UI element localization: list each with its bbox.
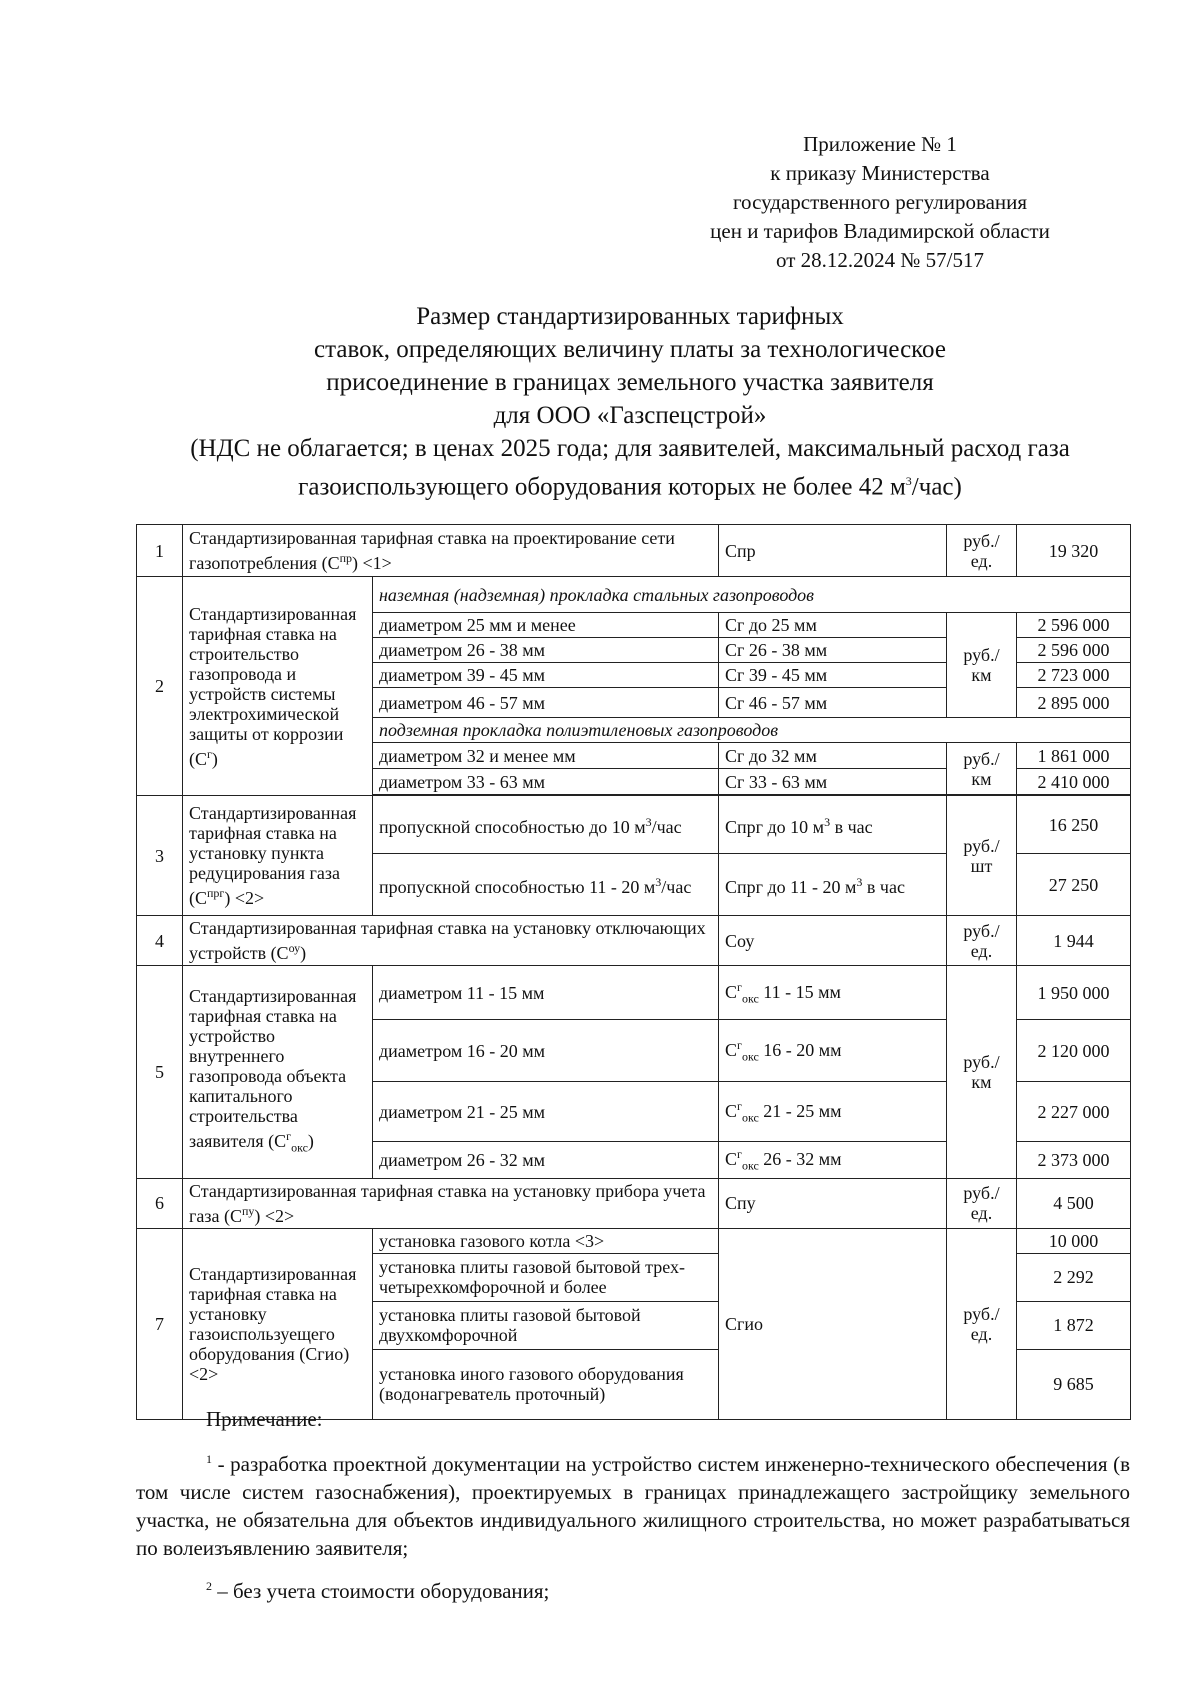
- rate-code-text: Спрг до 11 - 20 м: [725, 877, 857, 897]
- rate-name: [183, 525, 719, 577]
- rate-desc: [373, 796, 719, 854]
- rate-code-text: Спрг до 10 м: [725, 817, 825, 837]
- rate-code-text: С: [725, 1149, 738, 1169]
- row-number: 1: [137, 525, 183, 577]
- footnote-mark: 1: [206, 1452, 212, 1466]
- table-row: [137, 1228, 1131, 1253]
- rate-name-sup: оу: [288, 941, 301, 955]
- footnote-1: [136, 1445, 1130, 1562]
- rate-value: 1 950 000: [1017, 966, 1131, 1020]
- rate-desc-text: пропускной способностью до 10 м: [379, 817, 646, 837]
- rate-code: [719, 1082, 947, 1142]
- rate-value: 19 320: [1017, 525, 1131, 577]
- notes-heading: Примечание:: [206, 1407, 323, 1431]
- row-number: 4: [137, 916, 183, 966]
- rate-value: 2 596 000: [1017, 638, 1131, 663]
- table-row: [137, 525, 1131, 577]
- rate-value: 1 872: [1017, 1301, 1131, 1349]
- rate-desc-text: /час: [651, 817, 682, 837]
- table-row: [137, 966, 1131, 1020]
- rate-desc: диаметром 26 - 32 мм: [373, 1142, 719, 1179]
- rate-desc: диаметром 39 - 45 мм: [373, 663, 719, 688]
- row-number: 6: [137, 1178, 183, 1228]
- rate-code-sub: окс: [741, 1110, 759, 1125]
- rate-desc: диаметром 21 - 25 мм: [373, 1082, 719, 1142]
- rate-value: 16 250: [1017, 796, 1131, 854]
- rate-desc-text: /час: [661, 877, 692, 897]
- rate-value: 27 250: [1017, 854, 1131, 916]
- rate-name-sup: г: [207, 746, 212, 761]
- appendix-line: Приложение № 1: [803, 132, 957, 156]
- unit: руб./ км: [947, 743, 1017, 795]
- notes: [136, 1405, 1130, 1615]
- rate-name: [183, 577, 373, 796]
- rate-value: 2 227 000: [1017, 1082, 1131, 1142]
- title-line: [130, 465, 1130, 503]
- unit: руб./ км: [947, 613, 1017, 718]
- rate-desc: диаметром 26 - 38 мм: [373, 638, 719, 663]
- unit: руб./ ед.: [947, 916, 1017, 966]
- appendix-line: к приказу Министерства: [770, 161, 990, 185]
- rate-code: [719, 966, 947, 1020]
- rate-code-sub: окс: [741, 991, 759, 1006]
- footnote-mark: 2: [206, 1579, 212, 1593]
- rate-value: 1 944: [1017, 916, 1131, 966]
- unit: руб./ ед.: [947, 525, 1017, 577]
- rate-name-text: ): [211, 748, 218, 769]
- rate-desc: установка иного газового оборудования (водонагреватель проточный): [373, 1349, 719, 1419]
- rate-name: [183, 1178, 719, 1228]
- title-line: для ООО «Газспецстрой»: [493, 402, 767, 429]
- rate-value: 1 861 000: [1017, 743, 1131, 769]
- rate-value: 2 410 000: [1017, 769, 1131, 795]
- rate-code: Спу: [719, 1178, 947, 1228]
- rate-desc: диаметром 25 мм и менее: [373, 613, 719, 638]
- rate-name-text: ) <2>: [224, 888, 265, 908]
- title-text: газоиспользующего оборудования которых не более 42 м: [298, 473, 906, 501]
- table-row: [137, 1178, 1131, 1228]
- rate-code-text: 21 - 25 мм: [758, 1100, 842, 1121]
- title-line: Размер стандартизированных тарифных: [416, 303, 844, 330]
- title-sup: 3: [905, 474, 912, 488]
- appendix-header: [650, 130, 1110, 275]
- rate-name-sup: прг: [207, 886, 225, 900]
- rate-desc: диаметром 32 и менее мм: [373, 743, 719, 769]
- rate-desc: диаметром 11 - 15 мм: [373, 966, 719, 1020]
- rate-code: Соу: [719, 916, 947, 966]
- rate-code: Сг 33 - 63 мм: [719, 769, 947, 795]
- rate-name-text: Стандартизированная тарифная ставка на установку прибора учета газа (С: [189, 1180, 706, 1226]
- rate-value: 4 500: [1017, 1178, 1131, 1228]
- rate-name-text: Стандартизированная тарифная ставка на проектирование сети газопотребления (С: [189, 528, 675, 573]
- rate-name-text: ): [307, 1131, 314, 1151]
- section-header: наземная (надземная) прокладка стальных газопроводов: [373, 577, 1131, 613]
- rate-code-sub: окс: [741, 1158, 759, 1173]
- section-header: подземная прокладка полиэтиленовых газопроводов: [373, 718, 1131, 743]
- rate-name-text: Стандартизированная тарифная ставка на строительство газопровода и устройств системы электрохимической защиты от коррозии (С: [189, 603, 357, 769]
- unit: руб./ ед.: [947, 1178, 1017, 1228]
- rate-name: [183, 796, 373, 916]
- rate-code-sup: г: [737, 1147, 742, 1161]
- rate-value: 2 596 000: [1017, 613, 1131, 638]
- rate-value: 2 292: [1017, 1253, 1131, 1301]
- rate-name-text: Стандартизированная тарифная ставка на установку пункта редуцирования газа (С: [189, 803, 357, 908]
- rate-desc: [373, 854, 719, 916]
- rate-name-sup: пу: [241, 1203, 255, 1218]
- title-text: /час): [911, 473, 962, 501]
- rate-code: Сгио: [719, 1228, 947, 1419]
- rate-name-text: ): [300, 943, 307, 963]
- rate-code-text: в час: [830, 817, 873, 837]
- rate-name-text: ) <2>: [254, 1205, 295, 1226]
- rate-name: [183, 966, 373, 1179]
- rate-code: Спр: [719, 525, 947, 577]
- rate-name-sup: пр: [339, 551, 352, 565]
- rate-code-sup: 3: [856, 875, 863, 889]
- footnote-text: - разработка проектной документации на устройство систем инженерно-технического обеспечения (в том числе систем газоснабжения), проектируемых в границах принадлежащего застройщику земельного участка, не обязательна для объектов индивидуального жилищного строительства, но может разрабатываться по волеизъявлению заявителя;: [136, 1452, 1130, 1560]
- title-line: присоединение в границах земельного участка заявителя: [326, 369, 934, 396]
- rate-desc: диаметром 46 - 57 мм: [373, 688, 719, 718]
- rate-value: 2 373 000: [1017, 1142, 1131, 1179]
- rate-desc-sup: 3: [645, 815, 652, 829]
- table-row: [137, 916, 1131, 966]
- title-line: ставок, определяющих величину платы за технологическое: [314, 336, 946, 363]
- rate-value: 2 895 000: [1017, 688, 1131, 718]
- rate-code-text: в час: [862, 877, 905, 897]
- rate-desc: установка плиты газовой бытовой двухкомфорочной: [373, 1301, 719, 1349]
- rate-code: [719, 796, 947, 854]
- rate-desc: диаметром 16 - 20 мм: [373, 1020, 719, 1082]
- rate-desc-text: пропускной способностью 11 - 20 м: [379, 877, 656, 897]
- unit: руб./ ед.: [947, 1228, 1017, 1419]
- rate-name-sub: окс: [291, 1140, 308, 1155]
- rate-name: [183, 916, 719, 966]
- rate-code: Сг до 25 мм: [719, 613, 947, 638]
- rate-value: 9 685: [1017, 1349, 1131, 1419]
- unit: руб./ шт: [947, 796, 1017, 916]
- document-title: [130, 300, 1130, 503]
- rate-desc: диаметром 33 - 63 мм: [373, 769, 719, 795]
- rate-code-sup: г: [737, 1098, 742, 1113]
- table-row: [137, 577, 1131, 613]
- appendix-line: от 28.12.2024 № 57/517: [775, 248, 985, 272]
- unit: руб./ км: [947, 966, 1017, 1179]
- table-row: [137, 796, 1131, 854]
- rate-value: 2 120 000: [1017, 1020, 1131, 1082]
- row-number: 7: [137, 1228, 183, 1419]
- rate-code-text: С: [725, 1039, 738, 1060]
- rate-name-text: ) <1>: [352, 553, 392, 573]
- rate-name-text: Стандартизированная тарифная ставка на устройство внутреннего газопровода объекта капитального строительства заявителя (С: [189, 986, 357, 1151]
- rate-code-sup: г: [737, 1037, 742, 1052]
- rate-name: Стандартизированная тарифная ставка на установку газоиспользуещего оборудования (Сгио) <2>: [183, 1228, 373, 1419]
- rate-code: Сг до 32 мм: [719, 743, 947, 769]
- rate-value: 10 000: [1017, 1228, 1131, 1253]
- rate-value: 2 723 000: [1017, 663, 1131, 688]
- rate-desc: установка плиты газовой бытовой трех-четырехкомфорочной и более: [373, 1253, 719, 1301]
- rate-desc-sup: 3: [655, 875, 662, 889]
- rate-code: [719, 1020, 947, 1082]
- appendix-line: цен и тарифов Владимирской области: [710, 219, 1050, 243]
- title-line: (НДС не облагается; в ценах 2025 года; для заявителей, максимальный расход газа: [190, 435, 1070, 462]
- rate-code: Сг 46 - 57 мм: [719, 688, 947, 718]
- rate-code-sub: окс: [741, 1049, 759, 1064]
- footnote-2: [136, 1572, 1130, 1605]
- appendix-line: государственного регулирования: [732, 190, 1028, 214]
- rate-desc: установка газового котла <3>: [373, 1228, 719, 1253]
- rate-code-text: 26 - 32 мм: [758, 1149, 842, 1169]
- rate-name-sup: г: [286, 1129, 292, 1143]
- rate-code-text: С: [725, 1100, 738, 1121]
- rate-code-text: 11 - 15 мм: [758, 981, 841, 1002]
- row-number: 5: [137, 966, 183, 1179]
- rate-code-text: С: [725, 981, 738, 1002]
- rate-code-sup: г: [737, 979, 742, 994]
- row-number: 2: [137, 577, 183, 796]
- rate-code: Сг 39 - 45 мм: [719, 663, 947, 688]
- row-number: 3: [137, 796, 183, 916]
- rate-code: [719, 1142, 947, 1179]
- rate-code: Сг 26 - 38 мм: [719, 638, 947, 663]
- rate-code-sup: 3: [824, 815, 831, 829]
- rate-name-text: Стандартизированная тарифная ставка на установку отключающих устройств (С: [189, 918, 706, 963]
- rate-code: [719, 854, 947, 916]
- footnote-text: – без учета стоимости оборудования;: [212, 1579, 550, 1603]
- tariff-table: [136, 524, 1131, 1420]
- rate-code-text: 16 - 20 мм: [758, 1039, 842, 1060]
